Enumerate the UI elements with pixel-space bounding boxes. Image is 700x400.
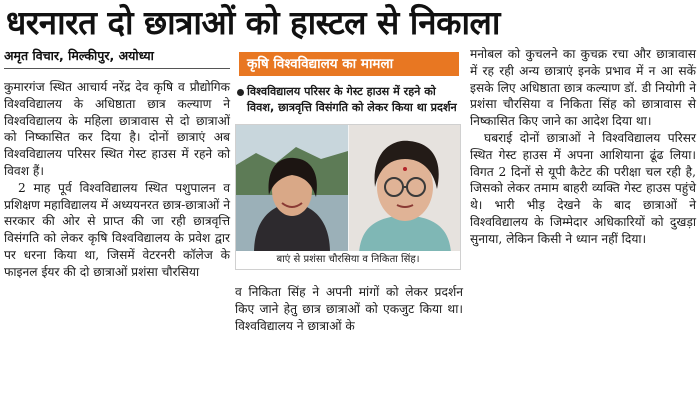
photo-box [235,124,461,270]
article-paragraph-3: व निकिता सिंह ने अपनी मांगों को लेकर प्रदर्शन किए जाने हेतु छात्र छात्राओं को एकजुट किया था। विश्वविद्यालय ने छात्राओं के [235,285,463,333]
summary-text: विश्वविद्यालय परिसर के गेस्ट हाउस में रहने को विवश, छात्रवृत्ति विसंगति को लेकर किया था प्रदर्शन [247,85,457,114]
photo-left [236,125,348,253]
right-column [470,46,696,248]
summary-box [235,84,461,116]
bullet-icon [237,89,244,96]
photo-caption: बाएं से प्रशंसा चौरसिया व निकिता सिंह। [236,251,460,269]
photo-right [349,125,461,253]
article-paragraph-5: घबराई दोनों छात्राओं ने विश्वविद्यालय परिसर स्थित गेस्ट हाउस में अपना आशियाना ढूंढ लिया। विगत 2 दिनों से यूपी कैटेट की परीक्षा चल रही है, जिसको लेकर तमाम बाहरी व्यक्ति गेस्ट हाउस पहुंचे थे। भारी भीड़ देखने के बाद छात्राओं ने विश्वविद्यालय के जिम्मेदार अधिकारियों को दुखड़ा सुनाया, लेकिन किसी ने ध्यान नहीं दिया। [470,130,696,246]
left-column [4,46,230,281]
middle-column [235,46,463,334]
article-paragraph-1: कुमारगंज स्थित आचार्य नरेंद्र देव कृषि व प्रौद्योगिक विश्वविद्यालय के अधिष्ठाता छात्र कल्याण ने विश्वविद्यालय के महिला छात्रावास से दो छात्राओं को निष्कासित कर दिया है। दोनों छात्राएं अब विश्वविद्यालय परिसर स्थित गेस्ट हाउस में रहने को विवश हैं। [4,80,230,178]
kicker-banner: कृषि विश्वविद्यालय का मामला [239,52,459,76]
article-paragraph-4: मनोबल को कुचलने का कुचक्र रचा और छात्रावास में रह रही अन्य छात्राएं इनके प्रभाव में न आ सकें इसके लिए अधिष्ठाता छात्र कल्याण डॉ. डी नियोगी ने प्रशंसा चौरसिया व निकिता सिंह को छात्रावास से निष्कासित किए जाने का आदेश दिया था। [470,47,696,129]
dateline-rule [4,68,230,69]
article-paragraph-2: 2 माह पूर्व विश्वविद्यालय स्थित पशुपालन व प्रशिक्षण महाविद्यालय में अध्ययनरत छात्र-छात्राओं ने सरकार की ओर से प्राप्त की जा रही छात्रवृत्ति विसंगति को लेकर कृषि विश्वविद्यालय के प्रवेश द्वार पर धरना किया था, जिसमें वेटरनरी कॉलेज के फाइनल ईयर की दो छात्राओं प्रशंसा चौरसिया [4,180,230,279]
headline: धरनारत दो छात्राओं को हास्टल से निकाला [6,3,500,42]
dateline: अमृत विचार, मिल्कीपुर, अयोध्या [4,48,154,63]
